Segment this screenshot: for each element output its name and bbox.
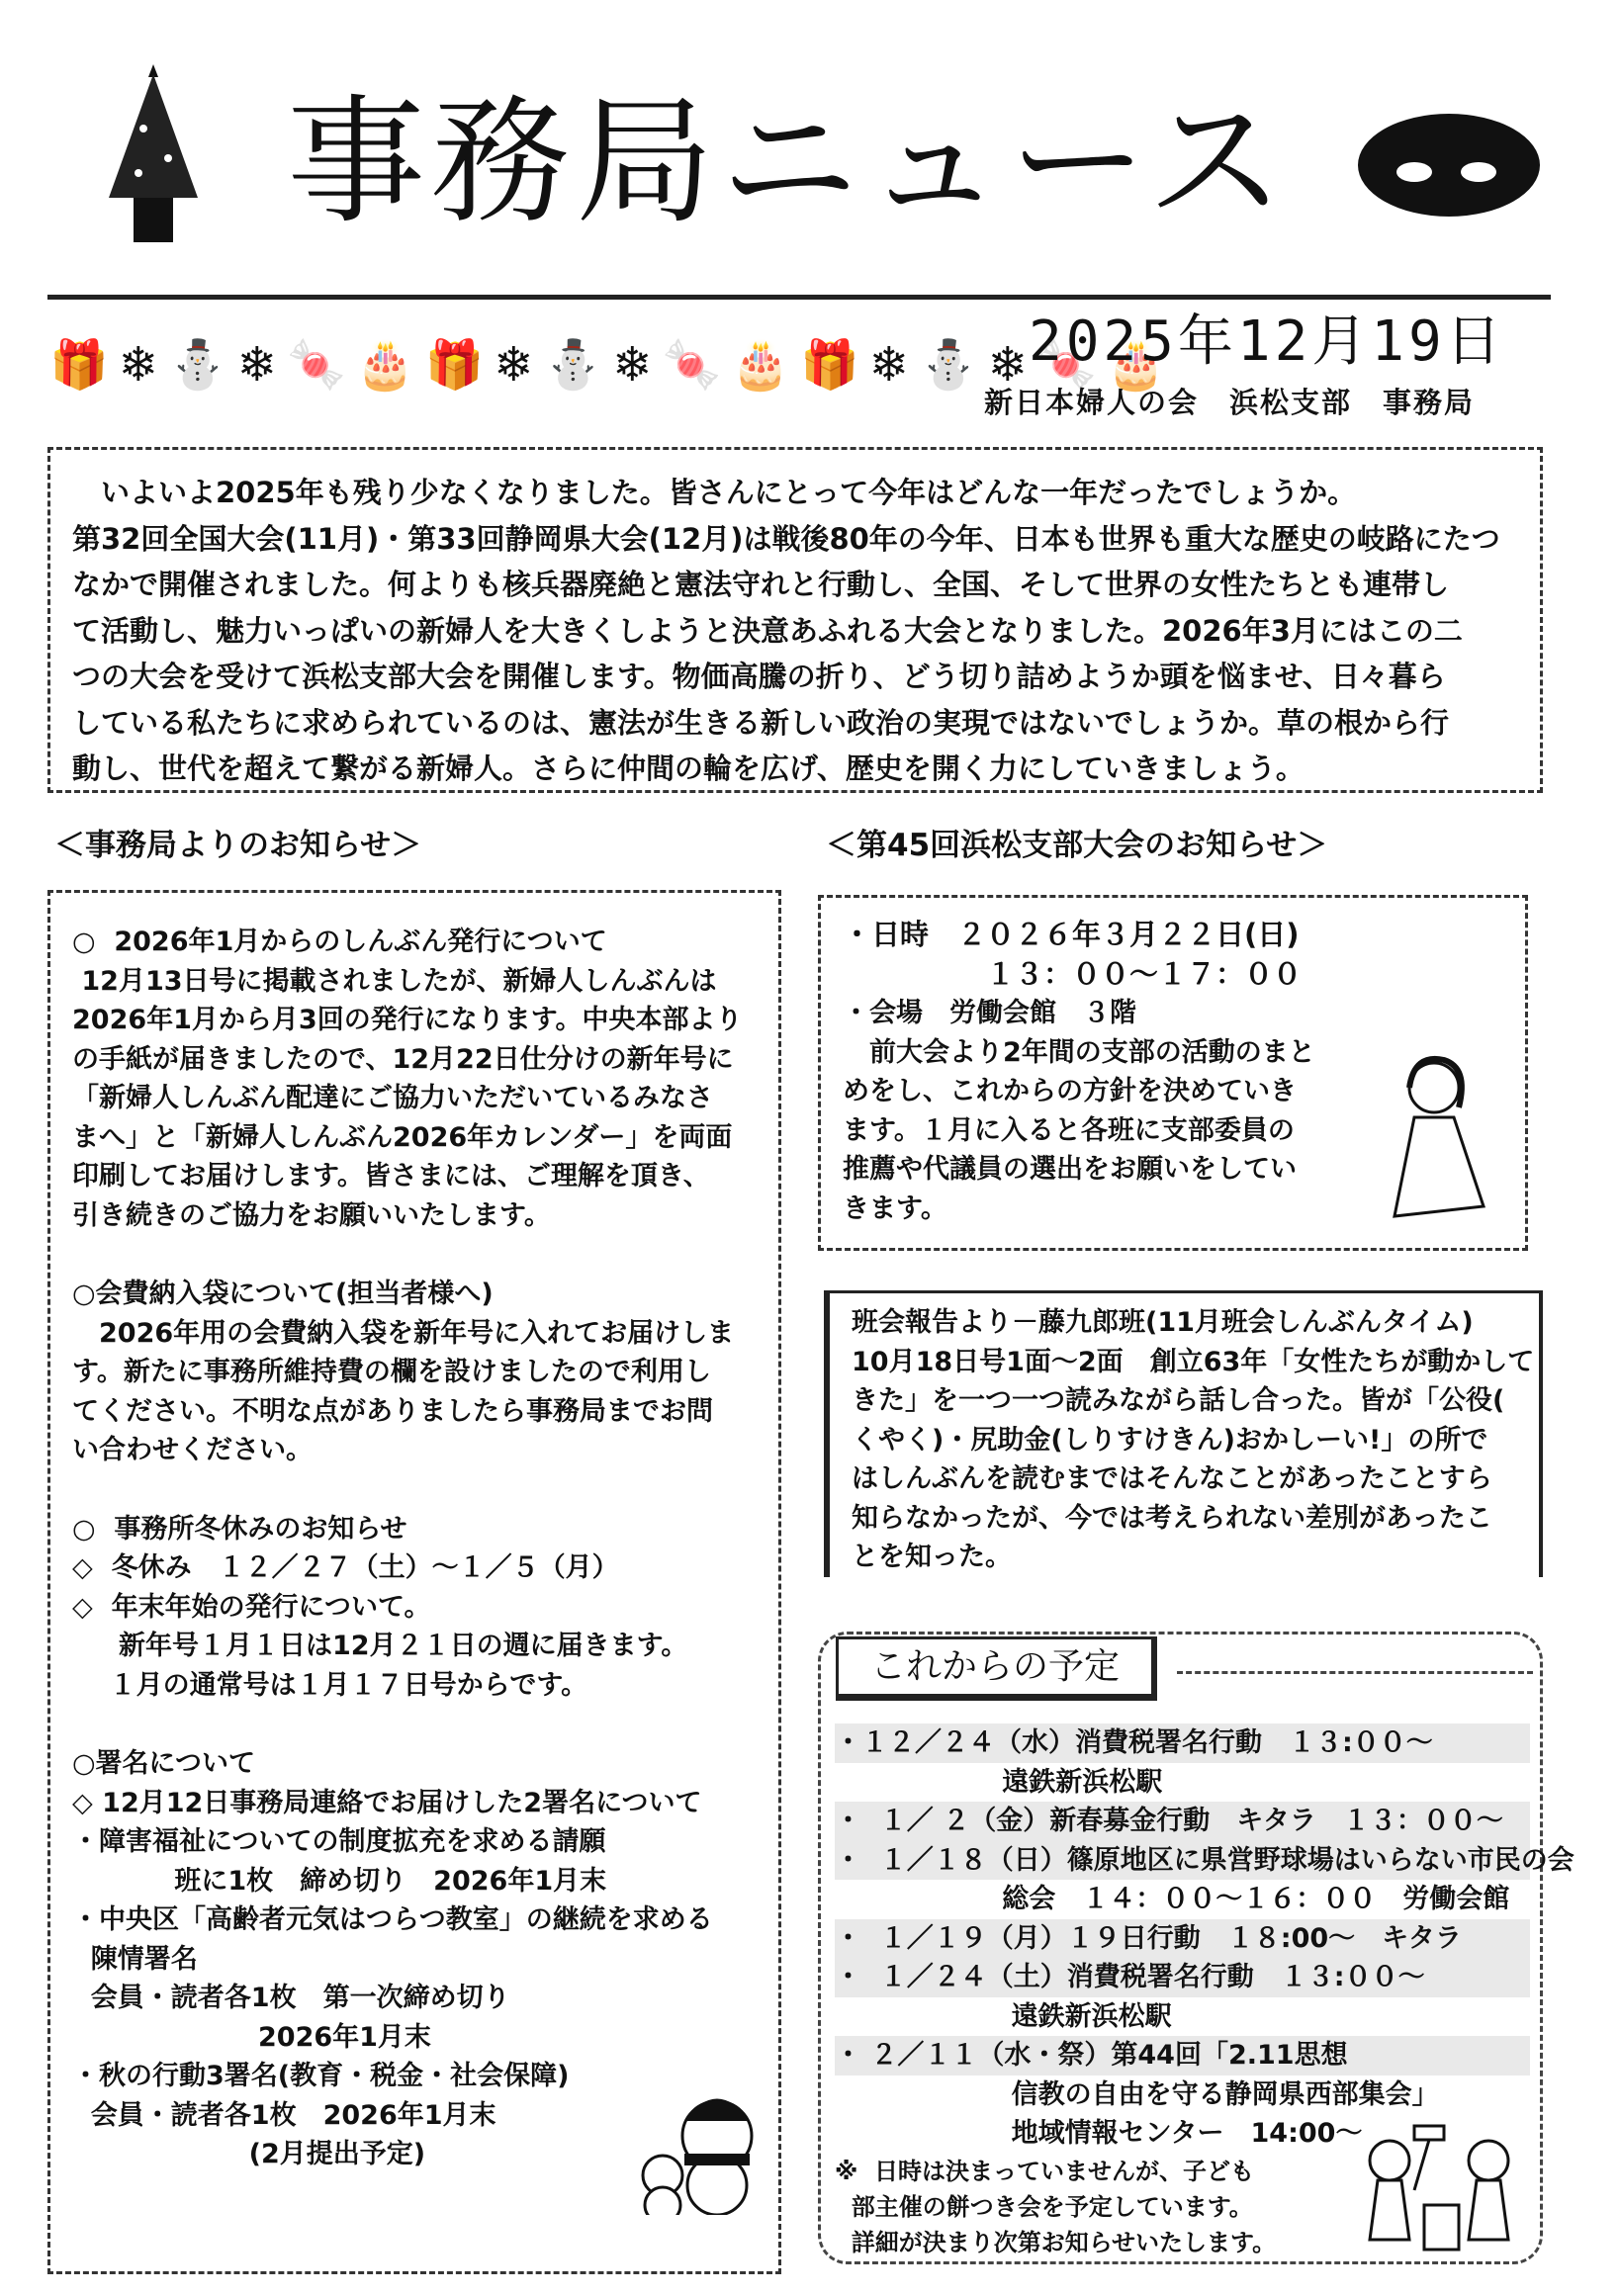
text-line: 陳情署名 xyxy=(72,1943,198,1975)
text-line: ◇ 年末年始の発行について。 xyxy=(72,1591,431,1623)
meeting-time: １３：００～１７：００ xyxy=(843,956,1303,991)
note-line: 部主催の餅つき会を予定しています。 xyxy=(835,2192,1253,2221)
text-line: めをし、これからの方針を決めていき xyxy=(843,1076,1297,1106)
intro-line: いよいよ2025年も残り少なくなりました。皆さんにとって今年はどんな一年だったでしょうか。 xyxy=(72,476,1357,509)
text-line: の手紙が届きましたので、12月22日仕分けの新年号に xyxy=(72,1043,734,1075)
text-line: てください。不明な点がありましたら事務局までお問 xyxy=(72,1395,713,1427)
text-line: 2026年1月から月3回の発行になります。中央本部より xyxy=(72,1005,743,1035)
text-line: ・障害福祉についての制度拡充を求める請願 xyxy=(72,1826,606,1857)
text-line: ・中央区「高齢者元気はつらつ教室」の継続を求める xyxy=(72,1904,713,1935)
intro-line: 動し、世代を超えて繋がる新婦人。さらに仲間の輪を広げ、歴史を開く力にしていきましょう。 xyxy=(72,751,1305,785)
text-line: きます。 xyxy=(843,1192,947,1224)
snowman-illustration-icon xyxy=(623,2067,771,2219)
text-line: 推薦や代議員の選出をお願いをしてい xyxy=(843,1154,1297,1185)
intro-line: なかで開催されました。何よりも核兵器廃絶と憲法守れと行動し、全国、そして世界の女性たちとも連帯し xyxy=(72,568,1450,601)
schedule-item-detail: 地域情報センター 14:00～ xyxy=(835,2118,1363,2149)
issue-date: 2025年12月19日 xyxy=(1029,309,1505,374)
text-line: 前大会より2年間の支部の活動のまと xyxy=(843,1036,1315,1068)
text-line: 「新婦人しんぶん配達にご協力いただいているみなさ xyxy=(72,1083,713,1113)
meeting-notice-heading: ＜第45回浜松支部大会のお知らせ＞ xyxy=(826,828,1328,863)
notice-title: ○ 2026年1月からのしんぶん発行について xyxy=(72,927,607,957)
text-line: 知らなかったが、今では考えられない差別があったこ xyxy=(852,1502,1492,1534)
report-title: 班会報告より－藤九郎班(11月班会しんぶんタイム) xyxy=(852,1307,1474,1338)
meeting-venue: ・会場 労働会館 ３階 xyxy=(843,998,1136,1028)
text-line: 12月13日号に掲載されましたが、新婦人しんぶんは xyxy=(72,965,717,997)
intro-line: つの大会を受けて浜松支部大会を開催します。物価高騰の折り、どう切り詰めようか頭を悩ませ、日々暮ら xyxy=(72,660,1446,693)
text-line: (2月提出予定) xyxy=(72,2139,426,2169)
text-line: 班に1枚 締め切り 2026年1月末 xyxy=(72,1865,607,1897)
schedule-item: ・１２／２４（水）消費税署名行動 １３:００～ xyxy=(835,1723,1530,1763)
text-line: 新年号１月１日は12月２１日の週に届きます。 xyxy=(72,1631,688,1661)
text-line: ます。１月に入ると各班に支部委員の xyxy=(843,1114,1295,1146)
text-line: ◇ 12月12日事務局連絡でお届けした2署名について xyxy=(72,1787,702,1818)
text-line: 2026年用の会費納入袋を新年号に入れてお届けしま xyxy=(72,1317,735,1349)
text-line: 10月18日号1面～2面 創立63年「女性たちが動かして xyxy=(852,1346,1535,1377)
schedule-item-detail: 遠鉄新浜松駅 xyxy=(835,2000,1172,2032)
header-rule xyxy=(47,295,1551,300)
office-notice-heading: ＜事務局よりのお知らせ＞ xyxy=(54,828,422,863)
gift-decoration-row: 🎁❄⛄❄🍬🎂🎁❄⛄❄🍬🎂🎁❄⛄❄🍬🎂 xyxy=(49,337,1176,393)
text-line: 2026年1月末 xyxy=(72,2021,431,2053)
text-line: くやく)・尻助金(しりすけきん)おかしーい!」の所で xyxy=(852,1424,1488,1456)
schedule-heading: これからの予定 xyxy=(836,1636,1157,1701)
schedule-item-detail: 総会 １４：００～１６：００ 労働会館 xyxy=(835,1884,1510,1914)
notice-title: ○会費納入袋について(担当者様へ) xyxy=(72,1279,494,1309)
newsletter-title: 事務局ニュース xyxy=(287,82,1292,243)
intro-line: て活動し、魅力いっぱいの新婦人を大きくしようと決意あふれる大会となりました。2026年3月にはこの二 xyxy=(72,613,1463,648)
schedule-item: ・ ２／１１（水・祭）第44回「2.11思想 xyxy=(835,2036,1530,2075)
notice-title: ○ 事務所冬休みのお知らせ xyxy=(72,1513,407,1545)
notice-fee-envelope xyxy=(72,1275,757,1470)
text-line: 印刷してお届けします。皆さまには、ご理解を頂き、 xyxy=(72,1161,710,1192)
text-line: とを知った。 xyxy=(852,1542,1012,1572)
text-line: １月の通常号は１月１７日号からです。 xyxy=(72,1669,588,1701)
woman-illustration-icon xyxy=(1375,1048,1503,1230)
christmas-tree-icon xyxy=(89,59,218,261)
rabbit-logo-icon xyxy=(1355,111,1543,223)
text-line: 会員・読者各1枚 第一次締め切り xyxy=(72,1983,510,2013)
text-line: まへ」と「新婦人しんぶん2026年カレンダー」を両面 xyxy=(72,1121,733,1153)
organization-name: 新日本婦人の会 浜松支部 事務局 xyxy=(984,386,1476,419)
text-line: ◇ 冬休み １２／２７（土）～１／５（月） xyxy=(72,1552,619,1583)
text-line: きた」を一つ一つ読みながら話し合った。皆が「公役( xyxy=(852,1385,1505,1416)
note-line: 詳細が決まり次第お知らせいたします。 xyxy=(835,2228,1277,2256)
schedule-item: ・ １／２４（土）消費税署名行動 １３:００～ xyxy=(835,1958,1530,1997)
notice-winter-holiday xyxy=(72,1510,757,1706)
group-report-box xyxy=(824,1290,1543,1577)
schedule-item: ・ １／ ２（金）新春募金行動 キタラ １３：００～ xyxy=(835,1802,1530,1841)
mochi-pounding-children-icon xyxy=(1360,2121,1523,2263)
meeting-date: ・日時 ２０２６年３月２２日(日) xyxy=(843,918,1300,951)
intro-line: 第32回全国大会(11月)・第33回静岡県大会(12月)は戦後80年の今年、日本も世界も重大な歴史の岐路にたつ xyxy=(72,521,1500,556)
notice-newspaper-issue xyxy=(72,923,757,1235)
text-line: 引き続きのご協力をお願いいたします。 xyxy=(72,1199,551,1231)
text-line: い合わせください。 xyxy=(72,1435,313,1465)
heading-divider xyxy=(1177,1671,1533,1674)
text-line: ・秋の行動3署名(教育・税金・社会保障) xyxy=(72,2061,570,2091)
text-line: 会員・読者各1枚 2026年1月末 xyxy=(72,2099,496,2131)
text-line: す。新たに事務所維持費の欄を設けましたので利用し xyxy=(72,1357,711,1387)
schedule-item-detail: 信教の自由を守る静岡県西部集会」 xyxy=(835,2078,1439,2110)
note-line: ※ 日時は決まっていませんが、子ども xyxy=(835,2157,1255,2185)
text-line: はしんぶんを読むまではそんなことがあったことすら xyxy=(852,1463,1492,1494)
schedule-item: ・ １／１９（月）１９日行動 １８:00～ キタラ xyxy=(835,1919,1530,1959)
schedule-item: ・ １／１８（日）篠原地区に県営野球場はいらない市民の会 xyxy=(835,1841,1530,1881)
intro-box xyxy=(47,447,1543,793)
schedule-item-detail: 遠鉄新浜松駅 xyxy=(835,1766,1163,1798)
intro-line: している私たちに求められているのは、憲法が生きる新しい政治の実現ではないでしょうか。草の根から行 xyxy=(72,705,1450,740)
notice-title: ○署名について xyxy=(72,1748,256,1779)
